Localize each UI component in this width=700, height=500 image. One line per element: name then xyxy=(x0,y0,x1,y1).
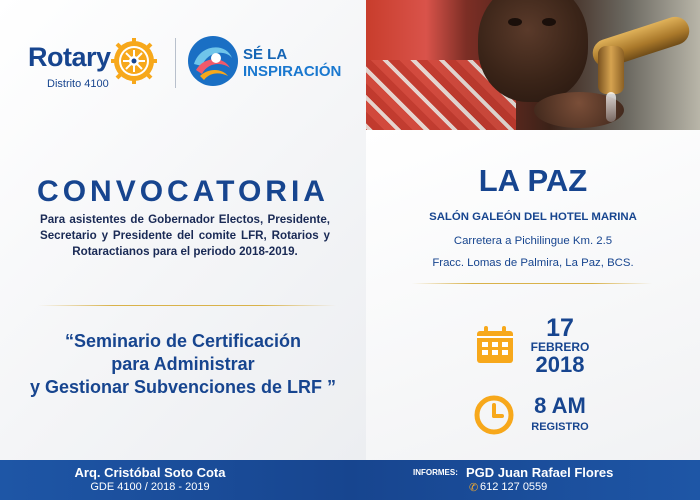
governor-name: Arq. Cristóbal Soto Cota xyxy=(74,465,226,480)
seminar-title xyxy=(0,330,366,399)
event-day: 17 xyxy=(546,314,574,342)
phone-icon: ✆ xyxy=(469,482,479,494)
theme-swirl-icon xyxy=(186,34,240,88)
clock-icon xyxy=(474,395,514,435)
informes-contact-name: PGD Juan Rafael Flores xyxy=(466,465,614,480)
city-title: LA PAZ xyxy=(478,163,588,198)
calendar-icon xyxy=(475,325,515,365)
venue-address-line1: Carretera a Pichilingue Km. 2.5 xyxy=(453,235,613,247)
child-face xyxy=(478,0,588,102)
convocatoria-title: CONVOCATORIA xyxy=(37,175,329,208)
attendees-description: Para asistentes de Gobernador Electos, Presidente, Secretario y Presidente del comite LFR, Rotarios y Rotaractianos para el periodo 2018-2019. xyxy=(40,213,330,258)
header-photo xyxy=(366,0,700,130)
rotary-wheel-icon xyxy=(111,38,157,84)
rotary-logo-text: Rotary xyxy=(28,42,111,72)
faucet-spout xyxy=(598,46,624,94)
venue-name: SALÓN GALEÓN DEL HOTEL MARINA xyxy=(429,211,637,223)
governor-role: GDE 4100 / 2018 - 2019 xyxy=(90,481,210,493)
district-label: Distrito 4100 xyxy=(47,78,109,90)
event-year: 2018 xyxy=(535,352,585,377)
logo-divider xyxy=(175,38,176,88)
right-divider xyxy=(412,283,652,284)
seminar-title-line3: y Gestionar Subvenciones de LRF ” xyxy=(29,377,337,397)
seminar-title-line2: para Administrar xyxy=(111,354,255,374)
event-time: 8 AM xyxy=(534,393,586,418)
venue-address-line2: Fracc. Lomas de Palmira, La Paz, BCS. xyxy=(432,257,634,269)
event-month: FEBRERO xyxy=(530,340,590,354)
registration-label: REGISTRO xyxy=(531,421,589,433)
water-stream xyxy=(606,92,616,122)
seminar-title-line1: “Seminario de Certificación xyxy=(64,331,302,351)
theme-text-line2: INSPIRACIÓN xyxy=(243,63,342,80)
informes-label: INFORMES: xyxy=(413,468,458,477)
theme-text-line1: SÉ LA xyxy=(243,46,288,63)
contact-phone[interactable]: 612 127 0559 xyxy=(480,481,548,493)
left-divider xyxy=(38,305,336,306)
